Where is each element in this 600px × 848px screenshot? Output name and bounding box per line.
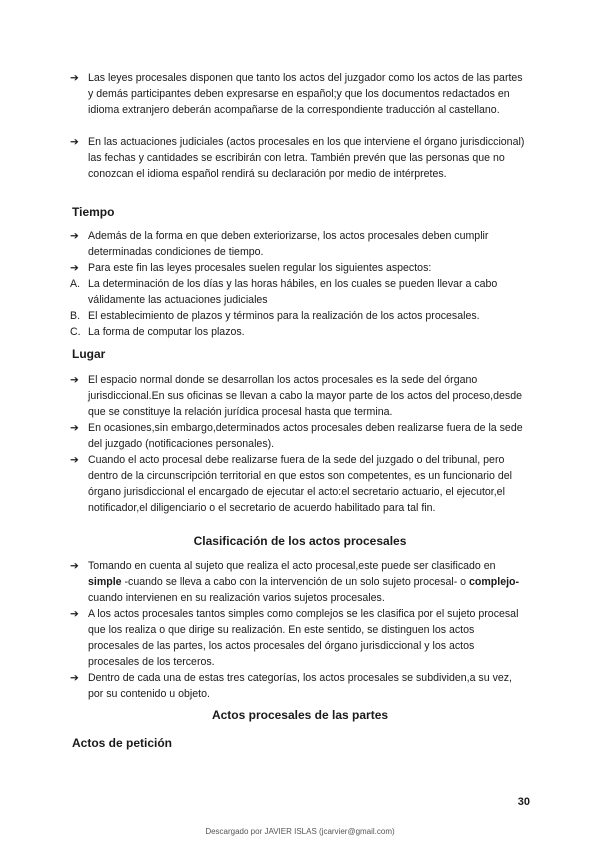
- term-simple: simple: [88, 576, 122, 588]
- list-item: ➔ Para este fin las leyes procesales suelen regular los siguientes aspectos:: [70, 262, 432, 274]
- list-item: ➔ Además de la forma en que deben exteriorizarse, los actos procesales deben cumplir determinadas condiciones de tiempo.: [70, 230, 489, 258]
- arrow-bullet-icon: ➔: [70, 136, 79, 148]
- list-item: ➔ Las leyes procesales disponen que tanto los actos del juzgador como los actos de las partes y demás participantes deben expresarse en español;y que los documentos redactados en idioma extranjero deberán acompañarse de la correspondiente traducción al castellano.: [70, 72, 523, 116]
- section-heading-actos-partes: Actos procesales de las partes: [211, 708, 389, 722]
- section-heading-tiempo: Tiempo: [72, 205, 115, 219]
- arrow-bullet-icon: ➔: [70, 560, 79, 572]
- list-item: ➔ A los actos procesales tantos simples como complejos se les clasifica por el sujeto procesal que los realiza o que dirige su realización. En este sentido, se distinguen los actos procesales de las partes, los actos procesales del órgano jurisdiccional y los actos procesales de los terceros.: [70, 608, 519, 668]
- page-number: 30: [517, 796, 530, 808]
- list-item: C. La forma de computar los plazos.: [70, 326, 245, 338]
- list-marker: C.: [70, 326, 81, 338]
- list-item: ➔ Dentro de cada una de estas tres categorías, los actos procesales se subdividen,a su vez, por su contenido u objeto.: [70, 672, 512, 700]
- list-item: ➔ Cuando el acto procesal debe realizarse fuera de la sede del juzgado o del tribunal, pero dentro de la circunscripción territorial en que estos son competentes, es un funcionario del órgano jurisdiccional el encargado de ejecutar el acto:el secretario actuario, el ejecutor,el notificador,el diligenciario o el secretario de acuerdo habilitado para tal fin.: [70, 454, 512, 514]
- list-item: ➔ El espacio normal donde se desarrollan los actos procesales es la sede del órgano jurisdiccional.En sus oficinas se llevan a cabo la mayor parte de los actos del proceso,desde que se constituye la relación jurídica procesal hasta que termina.: [70, 374, 522, 418]
- list-item: ➔ Tomando en cuenta al sujeto que realiza el acto procesal,este puede ser clasificado en simple -cuando se lleva a cabo con la intervención de un solo sujeto procesal- o complejo- cuando intervienen en su realización varios sujetos procesales.: [70, 560, 520, 604]
- arrow-bullet-icon: ➔: [70, 422, 79, 434]
- list-marker: A.: [70, 278, 81, 290]
- arrow-bullet-icon: ➔: [70, 374, 79, 386]
- list-item: ➔ En ocasiones,sin embargo,determinados actos procesales deben realizarse fuera de la sede del juzgado (notificaciones personales).: [70, 422, 523, 450]
- download-footer: Descargado por JAVIER ISLAS (jcarvier@gmail.com): [205, 827, 395, 836]
- arrow-bullet-icon: ➔: [70, 72, 79, 84]
- arrow-bullet-icon: ➔: [70, 230, 79, 242]
- section-heading-actos-peticion: Actos de petición: [72, 736, 173, 750]
- term-complejo: complejo-: [469, 576, 520, 588]
- list-marker: B.: [70, 310, 81, 322]
- arrow-bullet-icon: ➔: [70, 454, 79, 466]
- list-item: A. La determinación de los días y las horas hábiles, en los cuales se pueden llevar a cabo válidamente las actuaciones judiciales: [70, 278, 498, 306]
- arrow-bullet-icon: ➔: [70, 672, 79, 684]
- section-heading-clasificacion: Clasificación de los actos procesales: [193, 534, 407, 548]
- list-item: B. El establecimiento de plazos y términos para la realización de los actos procesales.: [70, 310, 480, 322]
- list-item: ➔ En las actuaciones judiciales (actos procesales en los que interviene el órgano jurisdiccional) las fechas y cantidades se escribirán con letra. También prevén que las personas que no conozcan el idioma español rendirá su declaración por medio de intérpretes.: [70, 136, 525, 180]
- arrow-bullet-icon: ➔: [70, 608, 79, 620]
- arrow-bullet-icon: ➔: [70, 262, 79, 274]
- section-heading-lugar: Lugar: [72, 347, 106, 361]
